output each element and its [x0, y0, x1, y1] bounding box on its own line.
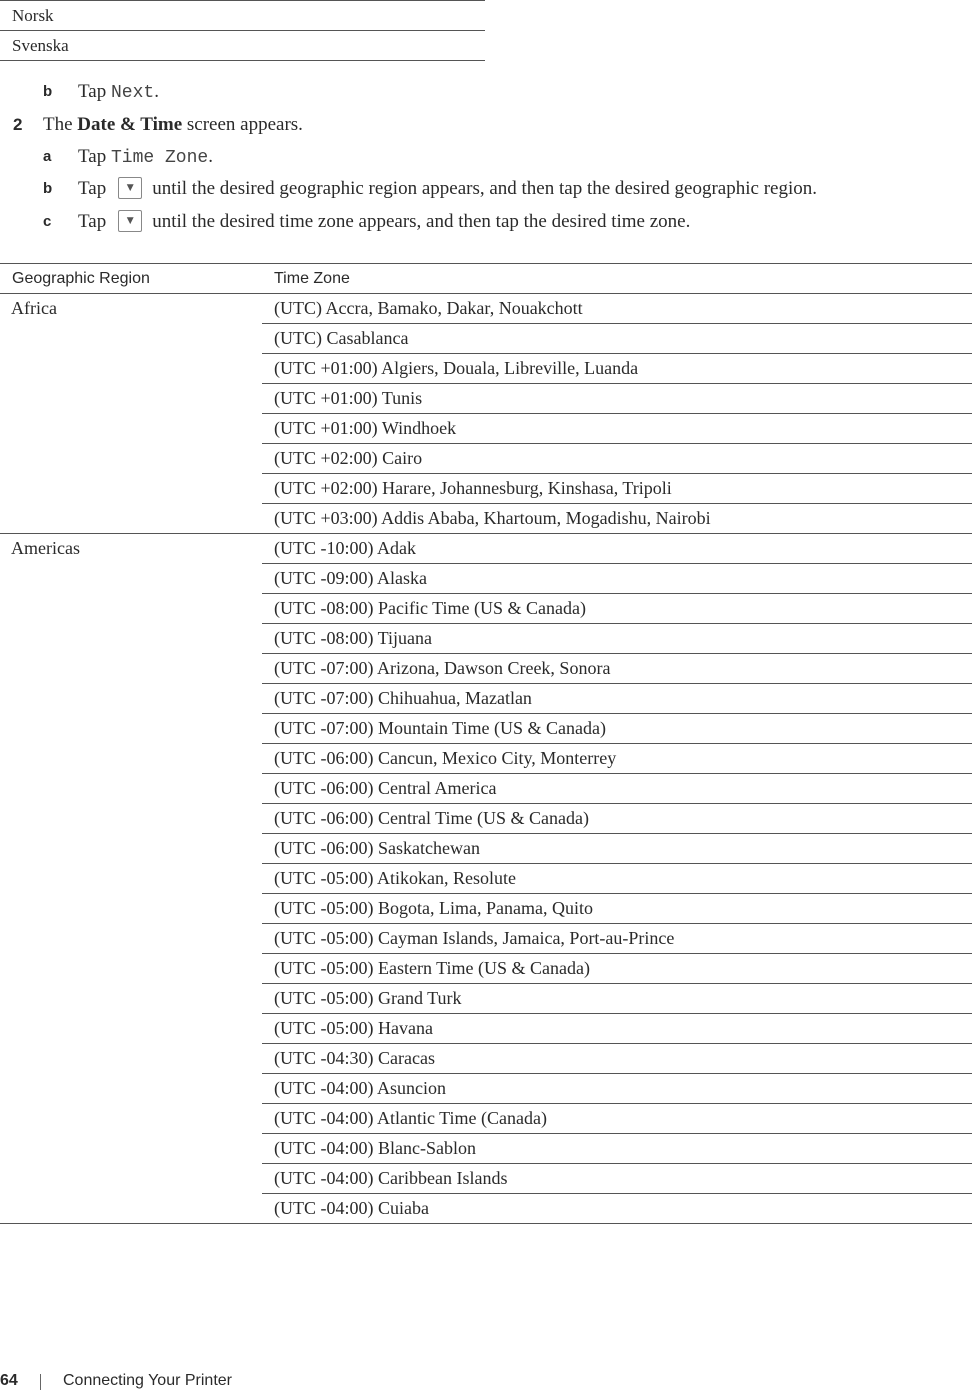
time-zone-cell: (UTC +02:00) Cairo — [262, 444, 972, 474]
time-zone-cell: (UTC -04:00) Caribbean Islands — [262, 1164, 972, 1194]
section-title: Connecting Your Printer — [63, 1372, 232, 1389]
table-row — [0, 294, 972, 324]
down-arrow-button-icon: ▼ — [118, 177, 142, 199]
date-time-screen-name: Date & Time — [77, 114, 183, 135]
table-row — [0, 534, 972, 564]
time-zone-cell: (UTC -04:00) Blanc-Sablon — [262, 1134, 972, 1164]
time-zone-cell: (UTC -09:00) Alaska — [262, 564, 972, 594]
time-zone-cell: (UTC +01:00) Algiers, Douala, Libreville, Luanda — [262, 354, 972, 384]
time-zone-cell: (UTC -08:00) Tijuana — [262, 624, 972, 654]
language-cell: Norsk — [0, 1, 485, 31]
step-select-region: Tap ▼ until the desired geographic region appears, and then tap the desired geographic region. — [78, 178, 817, 199]
region-cell: Americas — [0, 534, 262, 1224]
time-zone-cell: (UTC -05:00) Grand Turk — [262, 984, 972, 1014]
time-zone-cell: (UTC -04:30) Caracas — [262, 1044, 972, 1074]
region-cell: Africa — [0, 294, 262, 534]
time-zone-cell: (UTC +02:00) Harare, Johannesburg, Kinshasa, Tripoli — [262, 474, 972, 504]
next-code: Next — [110, 83, 155, 103]
step-select-zone: Tap ▼ until the desired time zone appears, and then tap the desired time zone. — [78, 211, 691, 232]
time-zone-cell: (UTC) Casablanca — [262, 324, 972, 354]
step-date-time: The Date & Time screen appears. — [43, 114, 303, 135]
time-zone-cell: (UTC -06:00) Cancun, Mexico City, Monterrey — [262, 744, 972, 774]
time-zone-cell: (UTC -07:00) Mountain Time (US & Canada) — [262, 714, 972, 744]
time-zone-cell: (UTC -07:00) Chihuahua, Mazatlan — [262, 684, 972, 714]
time-zone-cell: (UTC -06:00) Central Time (US & Canada) — [262, 804, 972, 834]
time-zone-cell: (UTC +01:00) Windhoek — [262, 414, 972, 444]
down-arrow-button-icon: ▼ — [118, 210, 142, 232]
time-zone-cell: (UTC -04:00) Asuncion — [262, 1074, 972, 1104]
step-number: 2 — [13, 115, 23, 134]
time-zone-cell: (UTC -05:00) Bogota, Lima, Panama, Quito — [262, 894, 972, 924]
header-time-zone: Time Zone — [262, 264, 972, 294]
time-zone-cell: (UTC -05:00) Eastern Time (US & Canada) — [262, 954, 972, 984]
time-zone-cell: (UTC +01:00) Tunis — [262, 384, 972, 414]
time-zone-cell: (UTC -10:00) Adak — [262, 534, 972, 564]
page-number: 64 — [0, 1372, 18, 1389]
time-zone-cell: (UTC -04:00) Atlantic Time (Canada) — [262, 1104, 972, 1134]
step-marker: b — [43, 180, 53, 197]
time-zone-cell: (UTC -05:00) Havana — [262, 1014, 972, 1044]
time-zone-cell: (UTC -06:00) Central America — [262, 774, 972, 804]
step-tap-next: Tap Next. — [78, 81, 159, 103]
step-tap-time-zone: Tap Time Zone. — [78, 146, 213, 168]
language-cell: Svenska — [0, 31, 485, 61]
time-zone-cell: (UTC -04:00) Cuiaba — [262, 1194, 972, 1224]
time-zone-cell: (UTC) Accra, Bamako, Dakar, Nouakchott — [262, 294, 972, 324]
footer-divider — [40, 1374, 41, 1390]
time-zone-cell: (UTC -05:00) Cayman Islands, Jamaica, Port-au-Prince — [262, 924, 972, 954]
time-zone-cell: (UTC -08:00) Pacific Time (US & Canada) — [262, 594, 972, 624]
step-marker: b — [43, 83, 53, 100]
time-zone-table — [0, 263, 972, 1224]
time-zone-cell: (UTC -06:00) Saskatchewan — [262, 834, 972, 864]
time-zone-cell: (UTC -07:00) Arizona, Dawson Creek, Sonora — [262, 654, 972, 684]
header-geographic-region: Geographic Region — [0, 264, 262, 294]
language-table — [0, 0, 485, 61]
step-marker: a — [43, 148, 52, 165]
table-row — [0, 1, 485, 31]
table-row — [0, 31, 485, 61]
time-zone-cell: (UTC +03:00) Addis Ababa, Khartoum, Mogadishu, Nairobi — [262, 504, 972, 534]
time-zone-code: Time Zone — [110, 148, 209, 168]
table-header-row — [0, 264, 972, 294]
step-marker: c — [43, 213, 52, 230]
time-zone-cell: (UTC -05:00) Atikokan, Resolute — [262, 864, 972, 894]
